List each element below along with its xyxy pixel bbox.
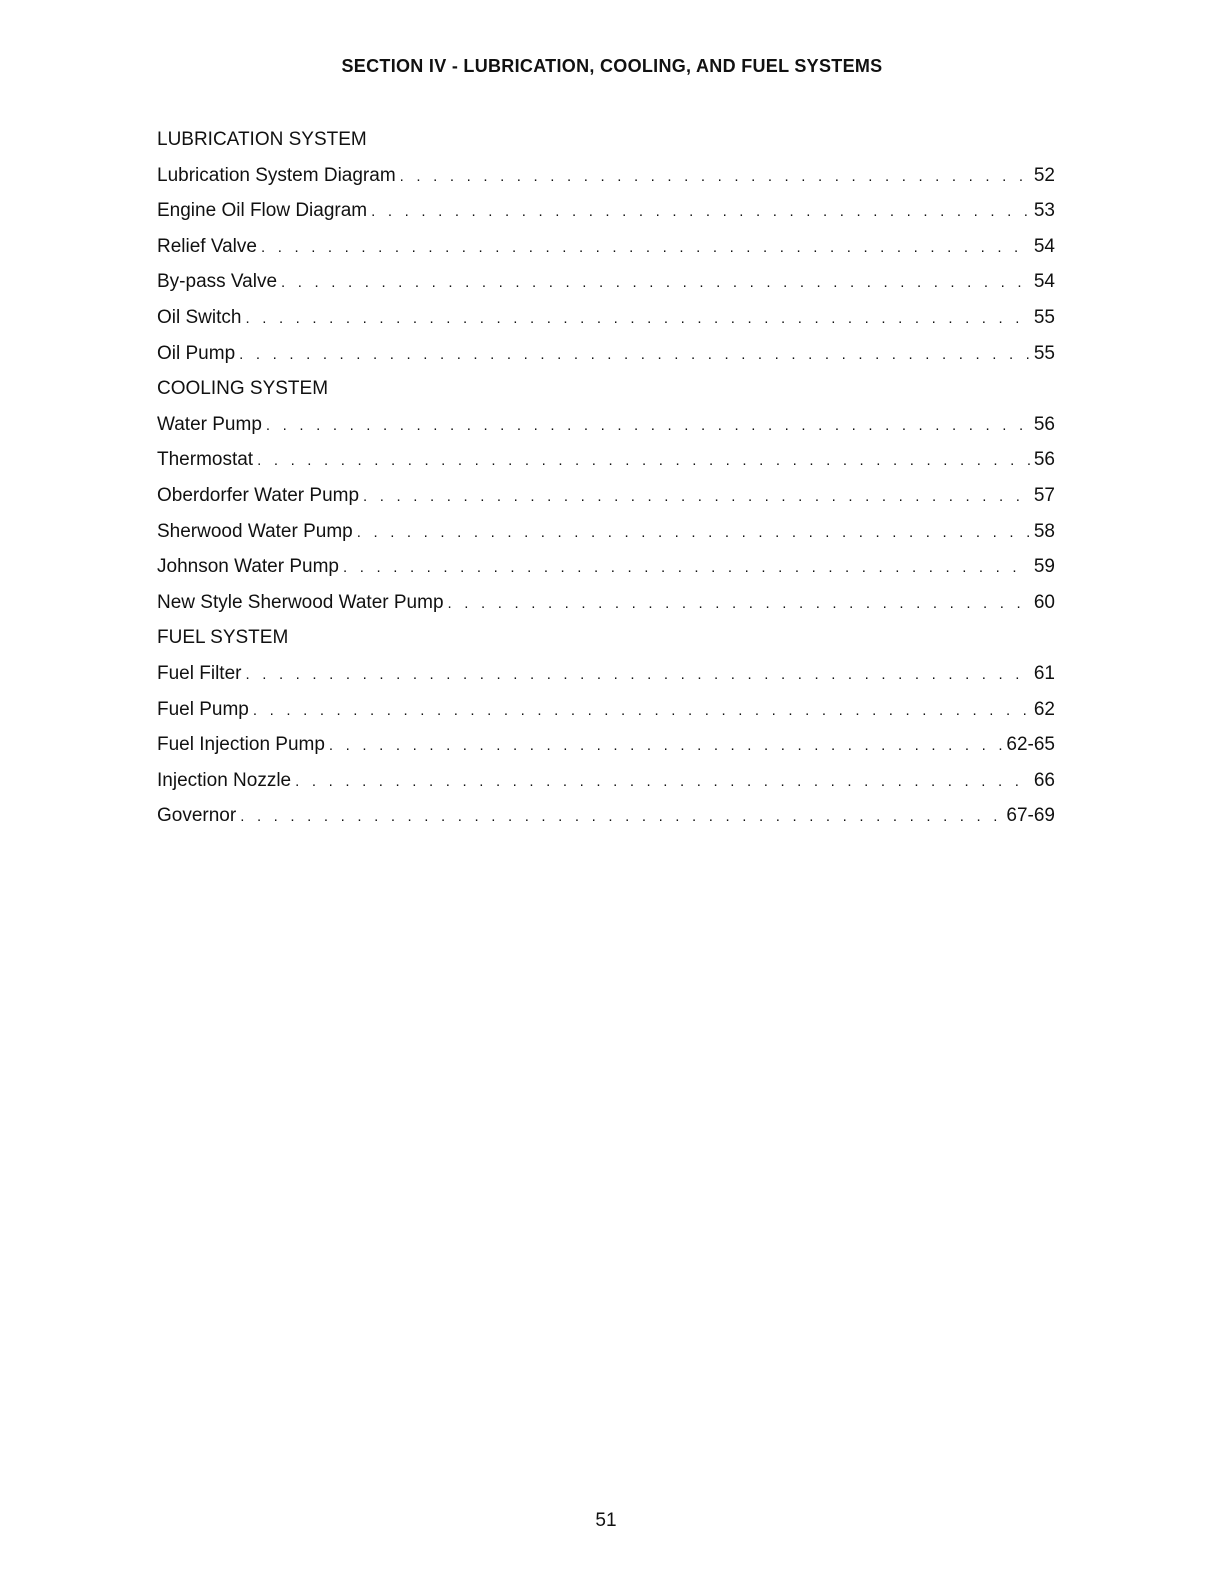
dot-leader — [257, 443, 1030, 479]
toc-group-heading-fuel: FUEL SYSTEM — [157, 627, 289, 649]
dot-leader — [239, 337, 1030, 373]
toc-entry — [157, 158, 1055, 194]
toc-entry-page: 54 — [1033, 271, 1055, 293]
toc-entry — [157, 264, 1055, 300]
toc-entry-label: Fuel Filter — [157, 662, 242, 684]
toc-entry — [157, 763, 1055, 799]
page-number: 51 — [595, 1510, 617, 1531]
toc-entry-page: 62-65 — [1006, 734, 1055, 756]
toc-entry — [157, 407, 1055, 443]
toc-entry-label: Johnson Water Pump — [157, 556, 339, 578]
toc-entry-label: Oil Pump — [157, 342, 236, 364]
toc-group-heading-lubrication: LUBRICATION SYSTEM — [157, 129, 367, 150]
dot-leader — [281, 265, 1030, 301]
toc-entry-page: 52 — [1033, 164, 1055, 186]
dot-leader — [266, 408, 1030, 444]
toc-entry-page: 54 — [1033, 235, 1055, 257]
dot-leader — [371, 194, 1030, 230]
toc-entry-page: 53 — [1033, 200, 1055, 222]
toc-entry — [157, 336, 1055, 372]
toc-entry-page: 58 — [1033, 520, 1055, 542]
toc-entry-page: 60 — [1033, 591, 1055, 613]
dot-leader — [295, 764, 1030, 800]
dot-leader — [245, 657, 1029, 693]
toc-entry — [157, 300, 1055, 336]
toc-entry — [157, 549, 1055, 585]
toc-entry-label: By-pass Valve — [157, 271, 278, 293]
toc-entry-label: Injection Nozzle — [157, 769, 292, 791]
section-title: SECTION IV - LUBRICATION, COOLING, AND FUEL SYSTEMS — [341, 56, 883, 76]
dot-leader — [363, 479, 1030, 515]
toc-entry — [157, 193, 1055, 229]
toc-entry — [157, 585, 1055, 621]
toc-entry — [157, 692, 1055, 728]
toc-entry-page: 57 — [1033, 484, 1055, 506]
toc-entry — [157, 442, 1055, 478]
dot-leader — [400, 159, 1030, 195]
toc-entry — [157, 656, 1055, 692]
dot-leader — [448, 586, 1030, 622]
toc-entry-page: 59 — [1033, 556, 1055, 578]
toc-entry-page: 55 — [1033, 306, 1055, 328]
toc-entry-page: 62 — [1033, 698, 1055, 720]
dot-leader — [261, 230, 1030, 266]
dot-leader — [343, 550, 1030, 586]
toc-group-heading-cooling: COOLING SYSTEM — [157, 378, 329, 400]
toc-entry-label: Engine Oil Flow Diagram — [157, 200, 368, 222]
dot-leader — [329, 728, 1002, 764]
toc-entry-page: 67-69 — [1006, 805, 1055, 827]
toc-entry-label: Governor — [157, 805, 237, 827]
toc-entry-page: 56 — [1033, 449, 1055, 471]
toc-entry — [157, 478, 1055, 514]
toc-entry-page: 61 — [1033, 662, 1055, 684]
toc-entry-label: Thermostat — [157, 449, 254, 471]
toc-entry-page: 55 — [1033, 342, 1055, 364]
toc-entry — [157, 798, 1055, 834]
toc-entry-label: Fuel Injection Pump — [157, 734, 325, 756]
toc-entry-label: Relief Valve — [157, 235, 257, 257]
toc-entry — [157, 514, 1055, 550]
dot-leader — [245, 301, 1029, 337]
toc-entry — [157, 229, 1055, 265]
toc-entry-label: Water Pump — [157, 413, 262, 435]
toc-entry — [157, 727, 1055, 763]
dot-leader — [240, 799, 1002, 835]
toc-entry-label: Sherwood Water Pump — [157, 520, 353, 542]
toc-entry-label: Fuel Pump — [157, 698, 249, 720]
toc-entry-label: Lubrication System Diagram — [157, 164, 396, 186]
toc-entry-page: 66 — [1033, 769, 1055, 791]
dot-leader — [253, 693, 1030, 729]
toc-entry-label: Oberdorfer Water Pump — [157, 484, 360, 506]
toc-entry-label: Oil Switch — [157, 306, 242, 328]
table-of-contents — [157, 122, 1055, 834]
toc-entry-label: New Style Sherwood Water Pump — [157, 591, 444, 613]
toc-entry-page: 56 — [1033, 413, 1055, 435]
dot-leader — [357, 515, 1030, 551]
